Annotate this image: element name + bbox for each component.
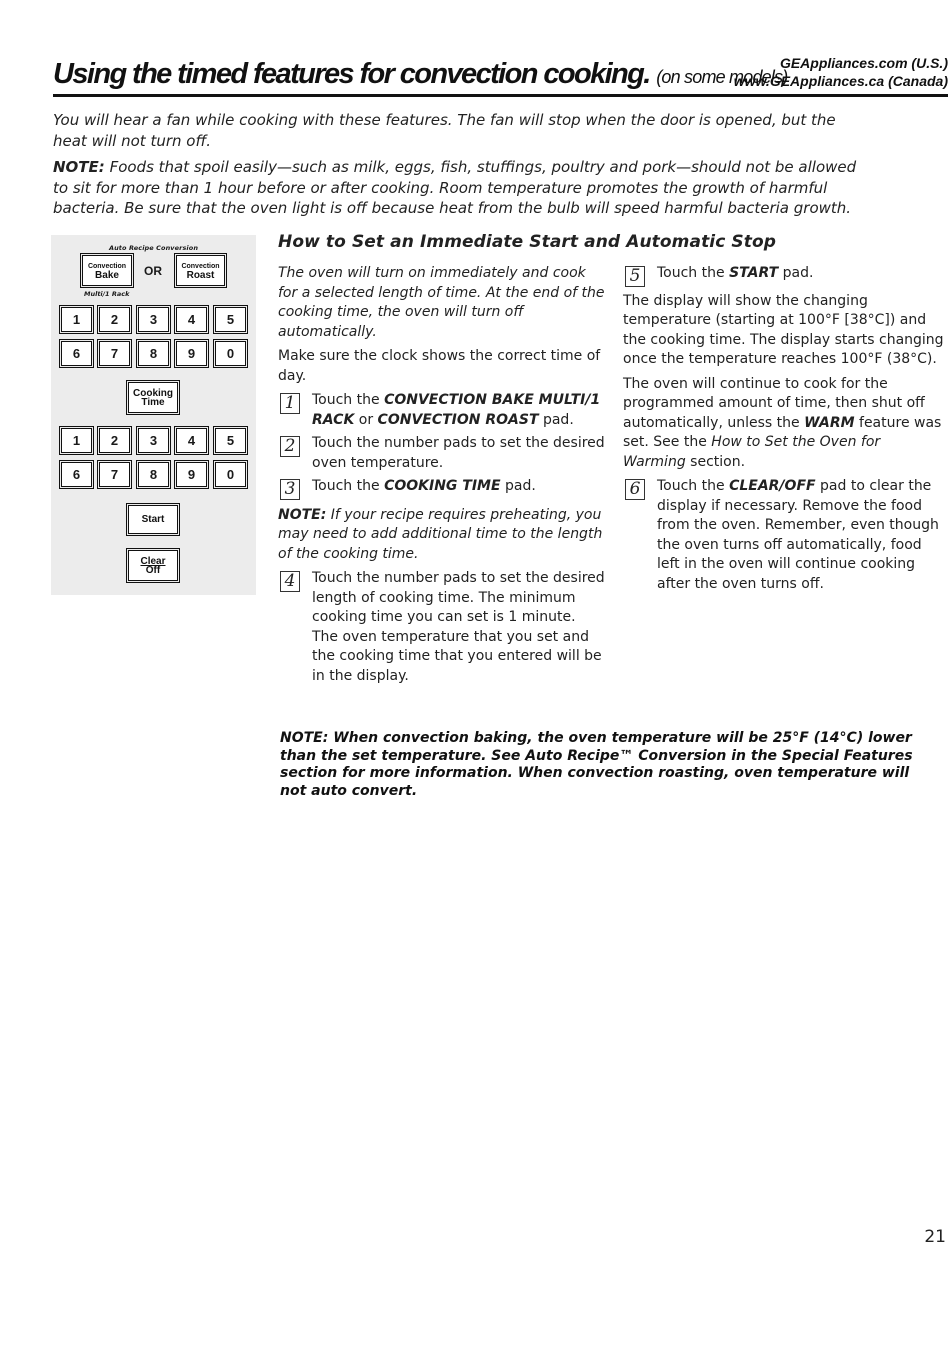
digit-pad: 7	[99, 462, 130, 487]
digit-pad: 9	[176, 341, 207, 366]
convection-temperature-note: NOTE: When convection baking, the oven temperature will be 25°F (14°C) lower than the set temperature. See Auto Recipe™ Conversion in the Special Features section for more information. When convection roasting, oven temperature will not auto convert.	[280, 730, 913, 799]
continue-paragraph	[623, 375, 945, 473]
page-title-text: Using the timed features for convection cooking.	[53, 58, 650, 90]
digit-pad: 8	[138, 462, 169, 487]
step-number: 6	[625, 479, 645, 500]
page-subtitle: (on some models)	[656, 67, 788, 87]
digit-pad: 0	[215, 462, 246, 487]
preheat-note	[278, 506, 606, 565]
step-number: 2	[280, 436, 300, 457]
digit-pad: 4	[176, 307, 207, 332]
page-number: 21	[924, 1227, 946, 1247]
preheat-note-label: NOTE:	[278, 506, 327, 523]
digit-pad: 5	[215, 428, 246, 453]
step-5	[623, 264, 945, 284]
cooking-time-line1: Cooking	[133, 387, 173, 399]
site-us: GEAppliances.com (U.S.)	[779, 55, 948, 71]
step-1	[278, 391, 606, 430]
step-text: Touch the	[312, 478, 380, 494]
continue-text: The oven will continue to cook for the programmed amount of time, then shut off automatically, unless the	[623, 375, 925, 431]
section-title: How to Set an Immediate Start and Automatic Stop	[278, 232, 777, 252]
step-text: Touch the	[657, 478, 725, 494]
or-label: OR	[144, 264, 162, 278]
continue-text: feature was set. See the	[623, 414, 942, 450]
convection-roast-pad	[176, 255, 225, 286]
clock-note: Make sure the clock shows the correct time of day.	[278, 348, 601, 384]
digit-pad: 2	[99, 428, 130, 453]
step-number: 4	[280, 571, 300, 592]
step-3	[278, 477, 606, 497]
step-text: or	[358, 411, 374, 428]
convection-roast-line1: Convection	[181, 262, 220, 270]
step-text: Touch the number pads to set the desired length of cooking time. The minimum cooking time you can set is 1 minute. The oven temperature that you set and the cooking time that you entered will be in the display.	[312, 570, 605, 684]
convection-bake-line1: Convection	[87, 262, 127, 270]
warming-section-reference: How to Set the Oven for Warming	[623, 434, 881, 470]
step-text: pad to clear the display if necessary. Remove the food from the oven. Remember, even though the oven turns off automatically, food left in the oven will continue cooking after the oven turns off.	[657, 478, 939, 592]
control-panel-illustration	[51, 235, 256, 595]
digit-pad: 6	[61, 341, 92, 366]
digit-pad: 2	[99, 307, 130, 332]
digit-pad: 7	[99, 341, 130, 366]
site-canada: www.GEAppliances.ca (Canada)	[733, 73, 948, 89]
instructions-column-right	[623, 264, 945, 598]
digit-pad: 9	[176, 462, 207, 487]
auto-recipe-label: Auto Recipe Conversion	[108, 244, 199, 252]
header-rule	[53, 94, 948, 97]
spoil-note-label: NOTE:	[53, 158, 105, 176]
digit-pad: 8	[138, 341, 169, 366]
cooking-time-pad	[128, 382, 178, 413]
digit-pad: 3	[138, 307, 169, 332]
convection-bake-line2: Bake	[95, 269, 119, 281]
step-number: 3	[280, 479, 300, 500]
intro-paragraph: You will hear a fan while cooking with these features. The fan will stop when the door is opened, but the heat will not turn off.	[53, 111, 836, 150]
start-label: Start	[141, 514, 165, 525]
step-number: 1	[280, 393, 300, 414]
digit-pad: 1	[61, 428, 92, 453]
step-6	[623, 477, 945, 594]
clear-line2: Off	[145, 564, 161, 576]
convection-bake-pad	[82, 255, 132, 286]
digit-pad: 4	[176, 428, 207, 453]
convection-roast-line2: Roast	[186, 269, 215, 281]
digit-pad: 1	[61, 307, 92, 332]
step-text: pad.	[542, 411, 574, 428]
step-text: pad.	[505, 478, 536, 494]
step-text: Touch the number pads to set the desired oven temperature.	[312, 435, 605, 471]
digit-pad: 6	[61, 462, 92, 487]
page-title	[53, 58, 787, 91]
clear-off-pad	[128, 550, 178, 581]
multi-rack-label: Multi/1 Rack	[84, 290, 130, 298]
key-name: START	[729, 265, 779, 281]
key-name: CLEAR/OFF	[729, 478, 816, 494]
step-text: Touch the	[312, 392, 380, 408]
step-2	[278, 434, 606, 473]
spoil-note	[53, 157, 863, 219]
start-pad	[128, 505, 178, 534]
intro	[53, 110, 863, 225]
step-number: 5	[625, 266, 645, 287]
spoil-note-text: Foods that spoil easily—such as milk, eggs, fish, stuffings, poultry and pork—should not be allowed to sit for more than 1 hour before or after cooking. Room temperature promotes the growth of harmful bacteria. Be sure that the oven light is off because heat from the bulb will speed harmful bacteria growth.	[53, 158, 857, 217]
instructions-column-left	[278, 264, 606, 690]
step-text: Touch the	[657, 265, 725, 281]
step-4	[278, 569, 606, 686]
display-paragraph: The display will show the changing temperature (starting at 100°F [38°C]) and the cooking time. The display starts changing once the temperature reaches 100°F (38°C).	[623, 292, 944, 367]
cooking-time-line2: Time	[141, 396, 165, 408]
preheat-note-text: If your recipe requires preheating, you may need to add additional time to the length of the cooking time.	[278, 506, 603, 562]
key-name: COOKING TIME	[384, 478, 501, 494]
key-name: CONVECTION BAKE MULTI/1 RACK	[312, 392, 601, 428]
digit-pad: 0	[215, 341, 246, 366]
key-name: WARM	[804, 414, 855, 431]
immediate-start-intro: The oven will turn on immediately and cook for a selected length of time. At the end of the cooking time, the oven will turn off automatically.	[278, 265, 605, 340]
continue-text: section.	[690, 453, 746, 470]
step-text: pad.	[782, 265, 814, 281]
digit-pad: 3	[138, 428, 169, 453]
digit-pad: 5	[215, 307, 246, 332]
key-name: CONVECTION ROAST	[377, 411, 539, 428]
clear-line1: Clear	[140, 555, 166, 567]
header-websites	[734, 54, 948, 90]
